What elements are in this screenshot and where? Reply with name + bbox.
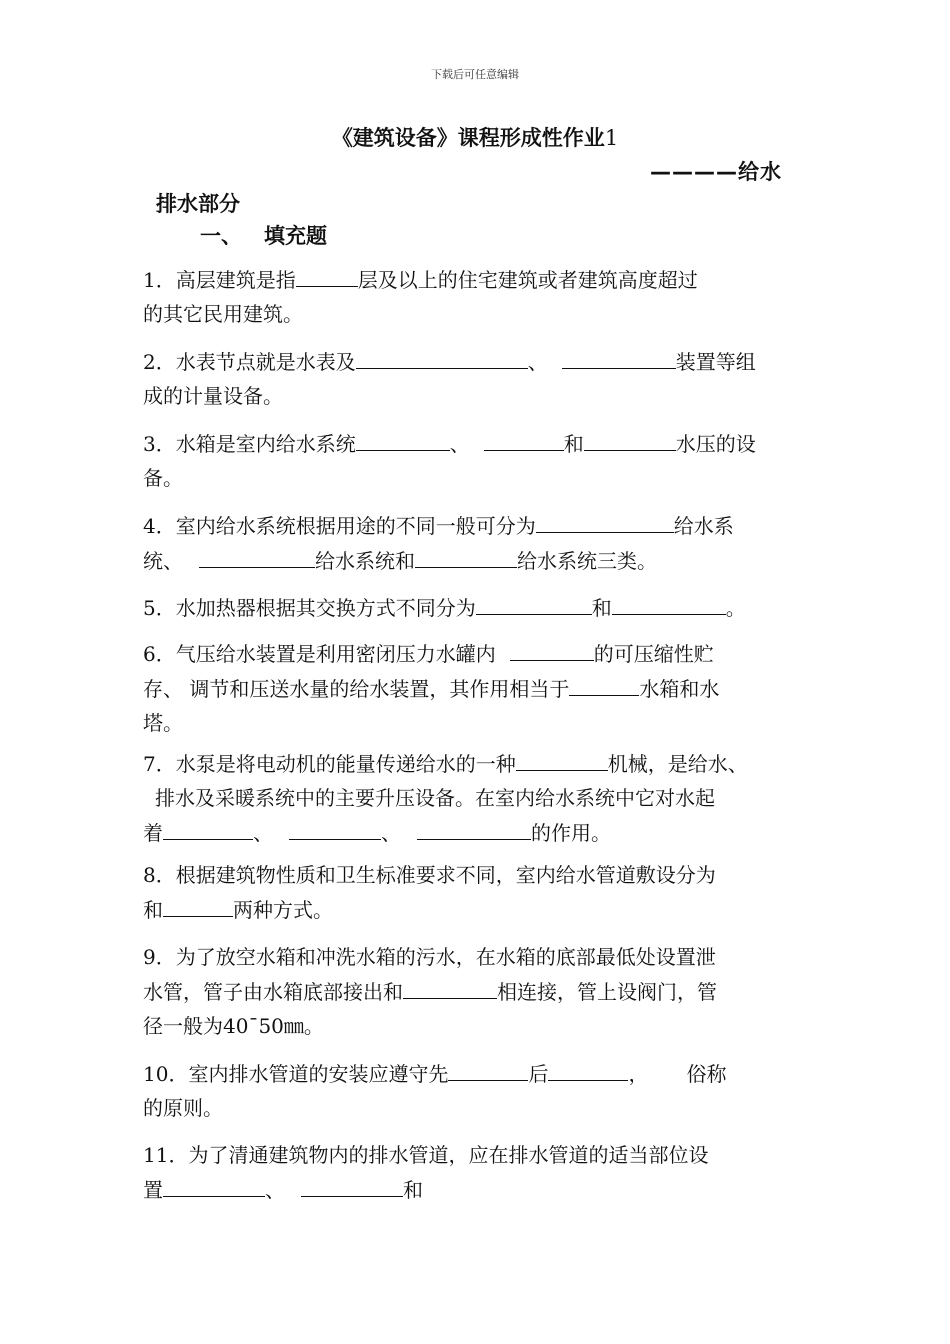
question-number: 8．	[143, 863, 176, 887]
question-6	[143, 636, 811, 740]
question-text: 水压的设	[675, 432, 756, 456]
question-text: 和	[143, 898, 163, 922]
question-text: 给水系统和	[315, 549, 415, 573]
question-number: 10．	[143, 1062, 189, 1086]
question-text: 给水系	[673, 514, 734, 538]
question-text: 为了清通建筑物内的排水管道，应在排水管道的适当部位设	[188, 1143, 709, 1167]
answer-blank	[296, 262, 358, 287]
title-number: 1	[604, 126, 619, 150]
question-text: 根据建筑物性质和卫生标准要求不同，室内给水管道敷设分为	[175, 863, 716, 887]
answer-blank	[536, 508, 674, 533]
question-text: 后	[528, 1062, 549, 1086]
question-text: 40¯50㎜。	[223, 1014, 324, 1038]
question-text: 排水及采暖系统中的主要升压设备。在室内给水系统中它对水起	[155, 786, 715, 810]
answer-blank	[612, 590, 726, 615]
question-text: 着	[143, 821, 163, 845]
page-title	[0, 122, 950, 152]
answer-blank	[356, 426, 450, 451]
answer-blank	[289, 815, 381, 840]
question-text: 水泵是将电动机的能量传递给水的一种	[175, 752, 516, 776]
answer-blank	[548, 1056, 628, 1081]
question-10	[143, 1056, 811, 1125]
question-text: 、	[381, 821, 401, 845]
question-text: 两种方式。	[233, 898, 333, 922]
answer-blank	[448, 1056, 528, 1081]
answer-blank	[403, 974, 497, 999]
question-text: 置	[143, 1178, 163, 1202]
question-text: 给水系统三类。	[517, 549, 657, 573]
question-number: 9．	[143, 945, 176, 969]
answer-blank	[562, 344, 676, 369]
question-text: 机械，是给水、	[607, 752, 748, 776]
question-text: 的其它民用建筑。	[143, 302, 303, 326]
question-text: 室内排水管道的安装应遵守先	[188, 1062, 449, 1086]
answer-blank	[484, 426, 564, 451]
section-label: 填充题	[264, 224, 327, 248]
title-main: 《建筑设备》课程形成性作业	[331, 126, 605, 150]
question-text: 的作用。	[531, 821, 611, 845]
question-text: 室内给水系统根据用途的不同一般可分为	[175, 514, 536, 538]
question-text: 水管，管子由水箱底部接出和	[143, 980, 403, 1004]
question-text: 、	[265, 1178, 285, 1202]
section-mark: 一、	[200, 224, 242, 248]
question-text: 的可压缩性贮	[593, 642, 714, 666]
answer-blank	[163, 815, 253, 840]
question-number: 1．	[143, 268, 176, 292]
question-7	[143, 746, 811, 850]
question-number: 11．	[143, 1143, 189, 1167]
question-number: 5．	[143, 596, 176, 620]
answer-blank	[163, 1172, 265, 1197]
question-11	[143, 1138, 811, 1207]
question-text: 径一般为	[143, 1014, 223, 1038]
question-number: 2．	[143, 350, 176, 374]
question-text: 存、 调节和压送水量的给水装置，其作用相当于	[143, 677, 570, 701]
answer-blank	[415, 543, 517, 568]
question-text: 。	[725, 596, 746, 620]
question-text: 水表节点就是水表及	[175, 350, 356, 374]
question-text: 、	[527, 350, 548, 374]
question-text: ，	[628, 1062, 649, 1086]
question-number: 3．	[143, 432, 176, 456]
question-number: 6．	[143, 642, 176, 666]
answer-blank	[301, 1172, 403, 1197]
question-text: 气压给水装置是利用密闭压力水罐内	[175, 642, 496, 666]
question-4	[143, 508, 811, 578]
answer-blank	[516, 746, 608, 771]
question-text: 和	[563, 432, 584, 456]
answer-blank	[356, 344, 528, 369]
question-5	[143, 590, 811, 625]
question-text: 备。	[143, 466, 183, 490]
subtitle-line2: 排水部分	[156, 192, 240, 216]
question-text: 水箱和水	[639, 677, 720, 701]
question-text: 塔。	[143, 711, 183, 735]
question-text: 统、	[143, 549, 183, 573]
question-text: 的原则。	[143, 1096, 223, 1120]
answer-blank	[417, 815, 531, 840]
question-9	[143, 940, 811, 1043]
question-text: 为了放空水箱和冲洗水箱的污水，在水箱的底部最低处设置泄	[175, 945, 716, 969]
question-text: 水箱是室内给水系统	[175, 432, 356, 456]
question-3	[143, 426, 811, 495]
question-text: 层及以上的住宅建筑或者建筑高度超过	[357, 268, 698, 292]
section-heading	[200, 220, 327, 250]
answer-blank	[199, 543, 315, 568]
answer-blank	[584, 426, 676, 451]
answer-blank	[476, 590, 592, 615]
header-note: 下载后可任意编辑	[431, 68, 519, 81]
answer-blank	[569, 671, 639, 696]
question-text: 和	[591, 596, 612, 620]
question-text: 、	[449, 432, 470, 456]
question-number: 7．	[143, 752, 176, 776]
answer-blank	[510, 636, 594, 661]
question-text: 相连接，管上设阀门，管	[497, 980, 717, 1004]
question-8	[143, 858, 811, 927]
question-number: 4．	[143, 514, 176, 538]
subtitle-line1: ————给水	[650, 160, 782, 184]
question-text: 俗称	[686, 1062, 727, 1086]
question-text: 和	[403, 1178, 423, 1202]
question-1	[143, 262, 811, 331]
question-text: 、	[253, 821, 273, 845]
question-text: 高层建筑是指	[175, 268, 296, 292]
question-text: 成的计量设备。	[143, 384, 283, 408]
question-2	[143, 344, 811, 413]
answer-blank	[163, 892, 233, 917]
question-text: 水加热器根据其交换方式不同分为	[175, 596, 476, 620]
question-text: 装置等组	[675, 350, 756, 374]
